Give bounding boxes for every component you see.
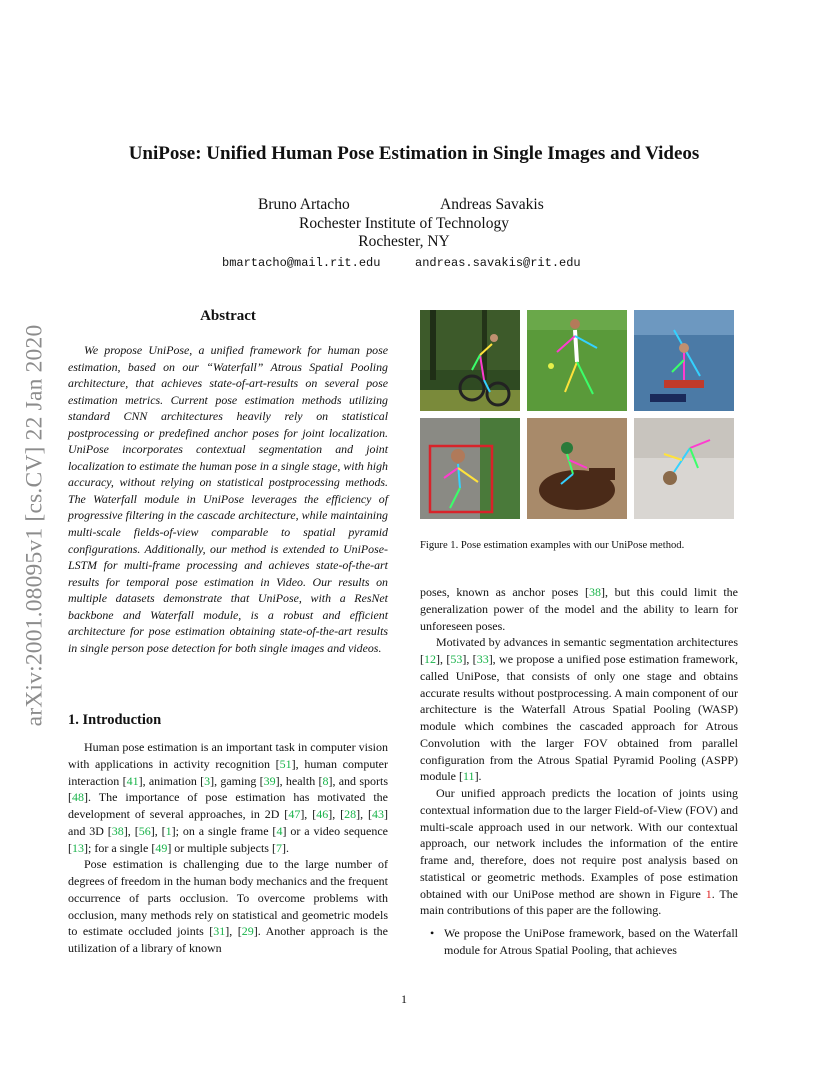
citation-link[interactable]: 43 xyxy=(371,807,384,821)
figure-caption: Figure 1. Pose estimation examples with our UniPose method. xyxy=(420,540,685,551)
paragraph: Our unified approach predicts the location of joints using contextual information due to the larger Field-of-View (FOV) and multi-scale approach used in our network. With our contextual approach, our network includes the information of the entire frame and, therefore, does not require post analysis based on statistical or geometric methods. Examples of pose estimation obtained with our UniPose method are shown in Figure 1. The main contributions of this paper are the following. xyxy=(420,786,738,918)
paragraph: Pose estimation is challenging due to the large number of degrees of freedom in the human body mechanics and the frequent occurrence of parts occlusion. To overcome problems with occlusion, many methods rely on statistical and geometric models to estimate occluded joints [31], [29]. Another approach is the utilization of a library of known xyxy=(68,857,388,955)
citation-link[interactable]: 28 xyxy=(344,807,357,821)
citation-link[interactable]: 4 xyxy=(276,823,283,838)
figure-reference-link[interactable]: 1 xyxy=(705,886,712,901)
citation-link[interactable]: 46 xyxy=(316,807,329,821)
citation-link[interactable]: 31 xyxy=(213,924,226,939)
citation-link[interactable]: 53 xyxy=(450,652,463,666)
citation-link[interactable]: 39 xyxy=(263,773,276,788)
citation-link[interactable]: 49 xyxy=(155,840,168,855)
citation-link[interactable]: 38 xyxy=(588,585,601,599)
paragraph: Motivated by advances in semantic segmentation architectures [12], [53], [33], we propose a unified pose estimation framework, called UniPose, that consists of only one stage and obtains accurate results without postprocessing. A main component of our architecture is the Waterfall Atrous Spatial Pooling (WASP) module which combines the cascaded approach for Atrous Convolution with the larger FOV obtained from parallel configuration from the Atrous Spatial Pyramid Pooling (ASPP) module [11]. xyxy=(420,635,738,784)
abstract-heading: Abstract xyxy=(200,308,256,324)
paper-title: UniPose: Unified Human Pose Estimation in Single Images and Videos xyxy=(128,143,700,164)
citation-link[interactable]: 51 xyxy=(279,756,292,771)
figure-1 xyxy=(420,310,735,520)
citation-link[interactable]: 13 xyxy=(72,840,84,855)
citation-link[interactable]: 8 xyxy=(322,773,329,788)
citation-link[interactable]: 12 xyxy=(424,652,436,666)
right-column-body xyxy=(420,584,738,959)
thumb-jockey-horse xyxy=(527,418,627,519)
arxiv-identifier-stamp xyxy=(18,290,52,760)
author-email: bmartacho@mail.rit.edu xyxy=(222,256,381,270)
citation-link[interactable]: 7 xyxy=(275,840,282,855)
paragraph: Human pose estimation is an important task in computer vision with applications in activity recognition [51], human computer interaction [41], animation [3], gaming [39], health [8], and sports [48]. The importance of pose estimation has motivated the development of several approaches, in 2D [47], [46], [28], [43] and 3D [38], [56], [1]; on a single frame [4] or a video sequence [13]; for a single [49] or multiple subjects [7]. xyxy=(68,740,389,855)
thumb-bmx-rider xyxy=(420,310,520,411)
page-number: 1 xyxy=(401,992,407,1006)
citation-link[interactable]: 48 xyxy=(72,790,84,805)
citation-link[interactable]: 33 xyxy=(476,652,489,666)
thumb-skateboarder-flip xyxy=(634,418,734,519)
list-item: • We propose the UniPose framework, based on the Waterfall module for Atrous Spatial Pooling, that achieves xyxy=(430,926,738,957)
affiliation-city: Rochester, NY xyxy=(358,233,450,250)
citation-link[interactable]: 11 xyxy=(463,769,475,784)
contribution-list xyxy=(420,925,738,959)
thumb-indoor-person-boxed xyxy=(420,418,520,519)
paragraph: poses, known as anchor poses [38], but this could limit the generalization power of the model and the ability to learn for unforeseen poses. xyxy=(420,585,738,633)
author-email: andreas.savakis@rit.edu xyxy=(415,256,581,270)
citation-link[interactable]: 29 xyxy=(241,924,254,939)
citation-link[interactable]: 47 xyxy=(288,807,301,821)
introduction-heading: 1. Introduction xyxy=(68,712,162,728)
citation-link[interactable]: 1 xyxy=(165,823,172,838)
abstract-text: We propose UniPose, a unified framework for human pose estimation, based on our “Waterfall” Atrous Spatial Pooling architecture, that achieves state-of-art-results on several pose estimation metrics. Current pose estimation methods utilizing standard CNN architectures heavily rely on statistical postprocessing or predefined anchor poses for joint localization. UniPose incorporates contextual segmentation and joint localization to estimate the human pose in a single stage, with high accuracy, without relying on statistical postprocessing methods. The Waterfall module in UniPose leverages the efficiency of progressive filtering in the cascade architecture, while maintaining multi-scale fields-of-view comparable to spatial pyramid configurations. Additionally, our method is extended to UniPose-LSTM for multi-frame processing and achieves state-of-the-art results for temporal pose estimation in Video. Our results on multiple datasets demonstrate that UniPose, with a ResNet backbone and Waterfall module, is a robust and efficient architecture for pose estimation obtaining state-of-the-art results in single person pose detection for both single images and videos. xyxy=(68,343,388,655)
citation-link[interactable]: 56 xyxy=(138,823,151,838)
thumb-kayaker xyxy=(634,310,734,411)
citation-link[interactable]: 3 xyxy=(204,773,211,788)
bullet-icon: • xyxy=(430,926,435,940)
author-name: Bruno Artacho xyxy=(258,196,350,213)
thumb-tennis-player xyxy=(527,310,627,411)
citation-link[interactable]: 41 xyxy=(126,773,139,788)
author-name: Andreas Savakis xyxy=(440,196,544,213)
citation-link[interactable]: 38 xyxy=(111,823,124,838)
arxiv-identifier-text: arXiv:2001.08095v1 [cs.CV] 22 Jan 2020 xyxy=(21,324,48,726)
affiliation-institution: Rochester Institute of Technology xyxy=(299,215,509,232)
figure-image-grid xyxy=(420,310,735,520)
introduction-body xyxy=(68,739,388,957)
